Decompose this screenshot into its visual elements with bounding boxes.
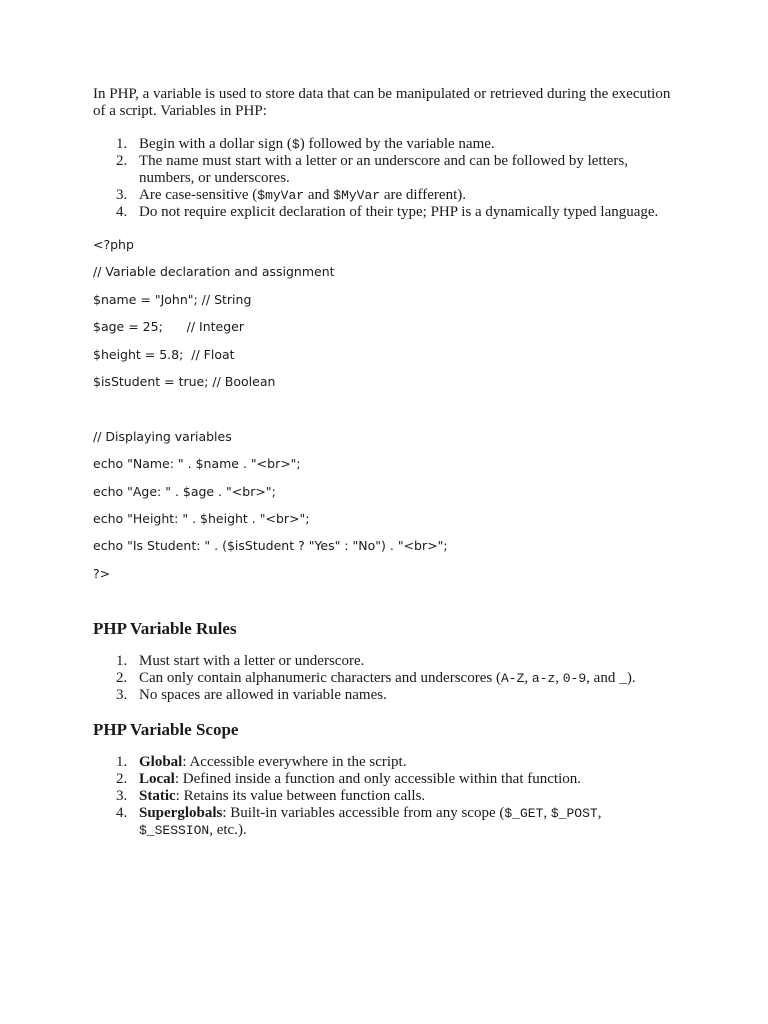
code-line: echo "Height: " . $height . "<br>"; [93,510,310,526]
rules-heading: PHP Variable Rules [93,619,237,639]
list-number: 1. [116,653,128,670]
list-text: , [543,805,551,822]
code-block [93,238,673,594]
term-label: Static [139,788,176,805]
list-text: , [597,805,602,822]
inline-code: $_GET [504,806,544,822]
list-item [93,788,673,805]
list-text: and [304,187,334,203]
list-text: , etc.). [209,822,247,839]
inline-code: $myVar [257,188,305,203]
code-line: <?php [93,237,134,252]
code-line: $height = 5.8; // Float [93,346,235,362]
inline-code: a-z [531,671,556,687]
inline-code: $MyVar [333,188,381,203]
list-text: Are case-sensitive ( [139,187,258,203]
list-text: ). [626,670,636,687]
inline-code: $ [291,137,300,152]
list-text: , [524,670,532,687]
code-line: echo "Is Student: " . ($isStudent ? "Yes" : "No") . "<br>"; [93,538,448,554]
list-text: , [555,670,563,687]
list-item [93,771,673,788]
list-number: 3. [116,687,128,704]
list-number: 4. [116,805,128,822]
list-text: Do not require explicit declaration of their type; PHP is a dynamically typed language. [139,204,659,220]
list-number: 2. [116,771,128,788]
list-number: 3. [116,788,128,805]
list-text: No spaces are allowed in variable names. [139,687,387,704]
list-item [93,136,673,153]
list-text: : Retains its value between function calls. [175,788,426,805]
list-item [93,670,673,687]
list-text: Must start with a letter or underscore. [139,653,365,670]
rules-list [93,653,673,704]
list-item [93,687,673,704]
intro-paragraph: In PHP, a variable is used to store data that can be manipulated or retrieved during the execution of a script. Variables in PHP: [93,86,671,119]
scope-list [93,754,673,839]
scope-heading: PHP Variable Scope [93,720,239,740]
list-text: ) followed by the variable name. [299,136,495,152]
list-number: 3. [116,187,128,203]
code-line: $name = "John"; // String [93,291,252,307]
term-label: Superglobals [139,805,223,822]
list-number: 2. [116,670,128,687]
term-label: Local [139,771,175,788]
code-line: $age = 25; // Integer [93,319,244,335]
list-item [93,754,673,771]
code-line: ?> [93,565,111,581]
list-number: 4. [116,204,128,220]
inline-code: $_POST [550,806,598,822]
list-item [93,153,673,187]
list-text: : Built-in variables accessible from any scope ( [222,805,505,822]
list-text: Begin with a dollar sign ( [139,136,292,152]
list-text: Can only contain alphanumeric characters and underscores ( [139,670,501,687]
list-number: 1. [116,754,128,771]
code-line: // Displaying variables [93,428,232,444]
code-line: $isStudent = true; // Boolean [93,373,276,389]
list-item [93,653,673,670]
inline-code: _ [619,671,627,687]
inline-code: A-Z [500,671,525,687]
list-number: 1. [116,136,128,152]
term-label: Global [139,754,183,771]
list-text: are different). [380,187,466,203]
inline-code: 0-9 [562,671,587,687]
code-line: echo "Age: " . $age . "<br>"; [93,483,276,499]
list-text: : Accessible everywhere in the script. [182,754,407,771]
code-line: echo "Name: " . $name . "<br>"; [93,456,301,472]
list-text: : Defined inside a function and only accessible within that function. [174,771,581,788]
code-line: // Variable declaration and assignment [93,264,335,280]
list-item [93,187,673,204]
list-item [93,805,673,839]
intro-list [93,136,673,221]
list-item [93,204,673,221]
document-page [93,86,673,839]
inline-code: $_SESSION [139,823,210,839]
list-number: 2. [116,153,128,169]
list-text: The name must start with a letter or an underscore and can be followed by letters, numbers, or underscores. [139,153,628,186]
list-text: , and [586,670,620,687]
